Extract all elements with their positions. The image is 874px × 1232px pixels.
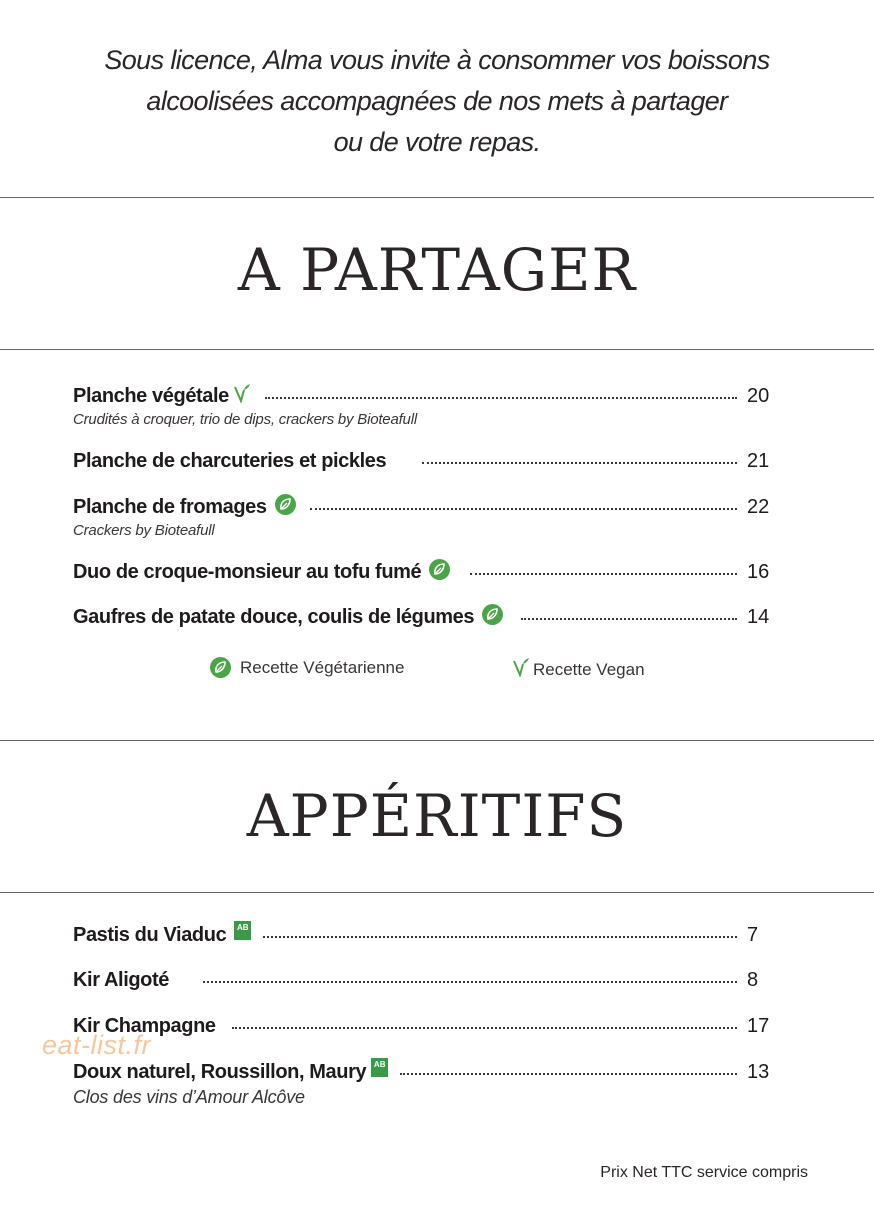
- item-name: Planche végétale: [73, 384, 229, 407]
- divider: [0, 197, 874, 198]
- intro-line: ou de votre repas.: [333, 127, 541, 157]
- watermark: eat-list.fr: [42, 1030, 152, 1060]
- menu-item: [73, 382, 781, 428]
- divider: [0, 349, 874, 350]
- divider: [0, 892, 874, 893]
- item-price: 14: [747, 605, 770, 628]
- dot-leader: [310, 508, 737, 510]
- menu-item: [73, 966, 781, 994]
- item-name: Pastis du Viaduc: [73, 923, 227, 946]
- item-description: Crackers by Bioteafull: [73, 522, 215, 539]
- vegan-icon: [233, 383, 251, 408]
- dot-leader: [263, 936, 737, 938]
- menu-item: [73, 558, 781, 586]
- item-name: Kir Champagne: [73, 1014, 216, 1037]
- intro-line: alcoolisées accompagnées de nos mets à partager: [146, 86, 728, 116]
- item-price: 17: [747, 1014, 770, 1037]
- menu-item: [73, 493, 781, 539]
- vegetarian-icon: [275, 494, 296, 515]
- item-name: Planche de fromages: [73, 495, 267, 518]
- legend-vegetarian: [210, 657, 404, 678]
- item-name: Doux naturel, Roussillon, Maury: [73, 1060, 367, 1083]
- item-price: 7: [747, 923, 759, 946]
- vegetarian-icon: [482, 604, 503, 625]
- vegan-icon: [512, 657, 530, 682]
- item-description: Clos des vins d’Amour Alcôve: [73, 1087, 305, 1107]
- item-name: Kir Aligoté: [73, 968, 169, 991]
- dot-leader: [265, 397, 737, 399]
- organic-ab-icon: AB: [371, 1058, 388, 1077]
- divider: [0, 740, 874, 741]
- legend-vegan-label: Recette Vegan: [533, 659, 645, 679]
- section-title-aperitifs: APPÉRITIFS: [246, 782, 628, 850]
- item-price: 20: [747, 384, 770, 407]
- intro-text: [0, 40, 874, 163]
- menu-item: [73, 1058, 781, 1108]
- legend-vegetarian-label: Recette Végétarienne: [240, 657, 405, 677]
- item-name: Planche de charcuteries et pickles: [73, 449, 387, 472]
- item-price: 22: [747, 495, 770, 518]
- vegetarian-icon: [210, 657, 231, 678]
- item-price: 21: [747, 449, 770, 472]
- menu-item: [73, 603, 781, 631]
- dot-leader: [470, 573, 737, 575]
- item-price: 13: [747, 1060, 770, 1083]
- section-title-a-partager: A PARTAGER: [237, 236, 637, 304]
- dot-leader: [232, 1027, 737, 1029]
- vegetarian-icon: [429, 559, 450, 580]
- dot-leader: [422, 462, 737, 464]
- item-name: Duo de croque-monsieur au tofu fumé: [73, 560, 422, 583]
- menu-item: [73, 1012, 781, 1040]
- dot-leader: [521, 618, 737, 620]
- dot-leader: [400, 1073, 737, 1075]
- item-price: 8: [747, 968, 759, 991]
- legend-vegan: [512, 657, 645, 682]
- item-name: Gaufres de patate douce, coulis de légumes: [73, 605, 475, 628]
- dot-leader: [203, 981, 737, 983]
- item-description: Crudités à croquer, trio de dips, crackers by Bioteafull: [73, 411, 417, 428]
- item-price: 16: [747, 560, 770, 583]
- organic-ab-icon: AB: [234, 921, 251, 940]
- footer-note: Prix Net TTC service compris: [600, 1164, 808, 1181]
- menu-item: [73, 447, 781, 475]
- menu-item: [73, 921, 781, 949]
- legend: [0, 657, 874, 685]
- intro-line: Sous licence, Alma vous invite à consommer vos boissons: [104, 45, 770, 75]
